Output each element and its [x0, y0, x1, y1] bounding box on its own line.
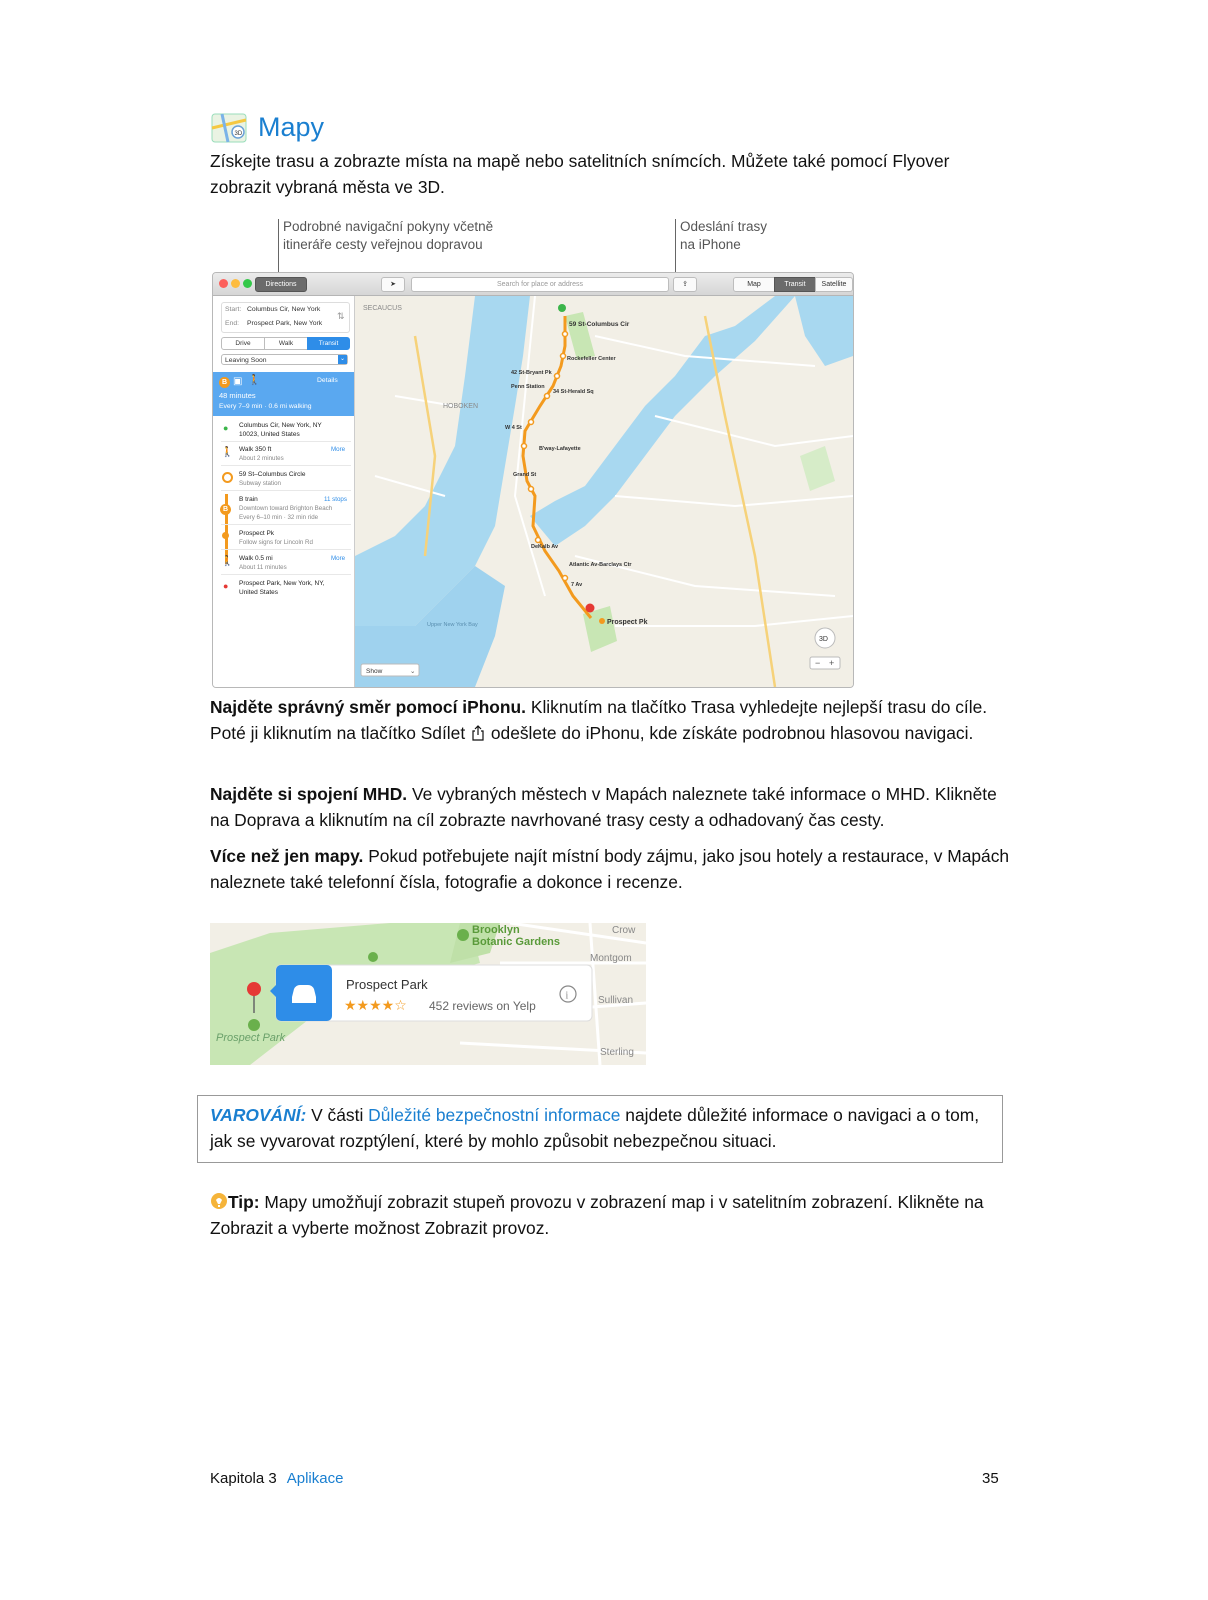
- details-link[interactable]: Details: [317, 377, 338, 384]
- rating-stars-icon: ★★★★☆: [344, 998, 407, 1014]
- label-secaucus: SECAUCUS: [363, 305, 402, 312]
- divider: [221, 574, 351, 575]
- label-grand: Grand St: [513, 472, 537, 478]
- park-poi-icon: [368, 952, 378, 962]
- chevron-down-icon: ⌄: [339, 356, 346, 362]
- label-atlantic: Atlantic Av-Barclays Ctr: [569, 562, 632, 568]
- section-iphone-text1: Kliknutím na tlačítko Trasa vyhledejte nejlepší trasu do cíle. Poté ji kliknutím na tlačítko Sdílet: [210, 697, 988, 743]
- section-more: [210, 843, 1010, 895]
- step-7-title: Prospect Park, New York, NY,: [239, 580, 325, 587]
- label-dekalb: DeKalb Av: [531, 544, 559, 550]
- divider: [221, 549, 351, 550]
- label-42st: 42 St-Bryant Pk: [511, 370, 552, 376]
- label-montgom: Montgom: [590, 953, 632, 964]
- step-7-sub: United States: [239, 589, 279, 596]
- label-broadway-lafayette: B'way-Lafayette: [539, 446, 581, 452]
- callout-share-line2: na iPhone: [680, 237, 741, 252]
- divider: [221, 441, 351, 442]
- 3d-button[interactable]: [815, 628, 835, 648]
- section-transit: [210, 781, 1010, 833]
- callout-line-share: [675, 219, 676, 273]
- warning-post: najdete důležité informace o navigaci a o tom, jak se vyvarovat rozptýlení, které by mohlo způsobit nebezpečnou situaci.: [210, 1105, 980, 1151]
- station-dot-icon: [599, 618, 605, 624]
- label-brooklyn: Brooklyn: [472, 924, 520, 936]
- destination-pin-icon: [586, 604, 595, 613]
- show-menu[interactable]: [361, 664, 419, 676]
- station-dot-icon: [222, 472, 233, 483]
- step-6-title: Walk 0.5 mi: [239, 555, 273, 562]
- label-herald: 34 St-Herald Sq: [553, 389, 594, 395]
- start-pin-icon: ●: [223, 423, 229, 433]
- svg-text:3D: 3D: [234, 131, 243, 137]
- start-pin-icon: [558, 304, 566, 312]
- section-transit-heading: Najděte si spojení MHD.: [210, 784, 408, 804]
- label-penn: Penn Station: [511, 384, 545, 390]
- route-duration: 48 minutes: [219, 391, 256, 400]
- route-card-selected[interactable]: [213, 372, 354, 416]
- warning-pre: V části: [306, 1105, 369, 1125]
- section-more-heading: Více než jen mapy.: [210, 846, 364, 866]
- step-5-sub: Follow signs for Lincoln Rd: [239, 539, 313, 546]
- walking-icon: 🚶: [221, 556, 234, 567]
- chapter-label: Kapitola 3: [210, 1470, 277, 1487]
- leaving-value: Leaving Soon: [225, 357, 267, 364]
- car-icon: [292, 985, 316, 1003]
- zoom-controls[interactable]: [810, 657, 840, 669]
- callout-directions-line2: itineráře cesty veřejnou dopravou: [283, 237, 483, 252]
- step-4-sub: Downtown toward Brighton Beach: [239, 505, 333, 512]
- section-transit-text: Ve vybraných městech v Mapách naleznete také informace o MHD. Klikněte na Doprava a kliknutím na cíl zobrazte navrhované trasy cesty a odhadovaný čas cesty.: [210, 784, 997, 830]
- label-crow: Crow: [612, 925, 636, 936]
- warning-text: [210, 1102, 990, 1154]
- tip-label: Tip:: [228, 1192, 260, 1212]
- window-toolbar: [213, 273, 853, 296]
- step-5-title: Prospect Pk: [239, 530, 275, 537]
- divider: [221, 465, 351, 466]
- swap-icon[interactable]: ⇅: [337, 311, 345, 321]
- station-dot-icon: [222, 532, 229, 539]
- info-icon[interactable]: i: [565, 990, 569, 1002]
- footer-chapter: [210, 1470, 343, 1487]
- minimize-window-button[interactable]: [231, 279, 240, 288]
- section-iphone: [210, 694, 990, 746]
- map-view[interactable]: [355, 296, 853, 687]
- step-1-title: Columbus Cir, New York, NY: [239, 422, 322, 429]
- tab-transit[interactable]: Transit: [774, 277, 816, 292]
- label-sullivan: Sullivan: [598, 995, 634, 1006]
- label-7av: 7 Av: [571, 582, 583, 588]
- step-4-title: B train: [239, 496, 258, 503]
- destination-pin-icon: [247, 982, 261, 996]
- start-field[interactable]: Columbus Cir, New York: [247, 306, 321, 313]
- end-label: End:: [225, 320, 239, 327]
- label-columbus: 59 St-Columbus Cir: [569, 321, 630, 328]
- place-name: Prospect Park: [346, 977, 428, 992]
- safety-info-link[interactable]: Důležité bezpečnostní informace: [368, 1105, 621, 1125]
- step-2-title: Walk 350 ft: [239, 446, 272, 453]
- show-menu-label: Show: [366, 668, 383, 675]
- walking-icon: 🚶: [221, 447, 234, 458]
- zoom-out-icon[interactable]: −: [815, 658, 821, 668]
- subway-icon: ▣: [233, 376, 243, 387]
- directions-sidebar: [213, 296, 355, 687]
- page-number: 35: [982, 1470, 999, 1487]
- end-field[interactable]: Prospect Park, New York: [247, 320, 323, 327]
- zoom-window-button[interactable]: [243, 279, 252, 288]
- walking-icon: 🚶: [248, 375, 261, 386]
- directions-button[interactable]: Directions: [255, 277, 307, 292]
- section-iphone-text2: odešlete do iPhonu, kde získáte podrobnou hlasovou navigaci.: [486, 723, 974, 743]
- place-callout[interactable]: [270, 965, 592, 1021]
- tab-satellite[interactable]: Satellite: [815, 277, 853, 292]
- warning-label: VAROVÁNÍ:: [210, 1105, 307, 1125]
- divider: [221, 490, 351, 491]
- mode-walk[interactable]: Walk: [264, 337, 308, 350]
- label-sterling: Sterling: [600, 1047, 634, 1058]
- callout-directions: [283, 218, 603, 254]
- mode-transit[interactable]: Transit: [307, 337, 350, 350]
- search-input[interactable]: Search for place or address: [411, 277, 669, 292]
- garden-icon: [457, 929, 469, 941]
- callout-line-directions: [278, 219, 279, 273]
- step-3-sub: Subway station: [239, 480, 281, 487]
- label-upper-bay: Upper New York Bay: [427, 622, 478, 628]
- tip-text: Mapy umožňují zobrazit stupeň provozu v zobrazení map i v satelitním zobrazení. Klikněte na Zobrazit a vyberte možnost Zobrazit provoz.: [210, 1192, 984, 1238]
- leaving-select[interactable]: [221, 354, 348, 365]
- location-arrow-icon[interactable]: ➤: [381, 277, 405, 292]
- tab-map[interactable]: Map: [733, 277, 775, 292]
- reviews-count: 452 reviews on Yelp: [429, 999, 536, 1013]
- label-w4: W 4 St: [505, 425, 522, 431]
- step-6-sub: About 11 minutes: [239, 564, 287, 571]
- park-poi-icon: [248, 1019, 260, 1031]
- step-2-more-link[interactable]: More: [331, 446, 346, 453]
- b-train-badge-icon: B: [220, 504, 231, 515]
- callout-share: [680, 218, 880, 254]
- tip-paragraph: [210, 1189, 1010, 1241]
- step-1-sub: 10023, United States: [239, 431, 300, 438]
- mode-drive[interactable]: Drive: [221, 337, 265, 350]
- callout-directions-line1: Podrobné navigační pokyny včetně: [283, 219, 494, 234]
- intro-paragraph: Získejte trasu a zobrazte místa na mapě nebo satelitních snímcích. Můžete také pomocí Flyover zobrazit vybraná města ve 3D.: [210, 151, 950, 197]
- step-3-title: 59 St–Columbus Circle: [239, 471, 306, 478]
- section-more-text: Pokud potřebujete najít místní body zájmu, jako jsou hotely a restaurace, v Mapách naleznete také telefonní čísla, fotografie a dokonce i recenze.: [210, 846, 1010, 892]
- maps-window-screenshot: [212, 272, 854, 688]
- share-button[interactable]: ⇪: [673, 277, 697, 292]
- step-2-sub: About 2 minutes: [239, 455, 284, 462]
- step-4-stops-link[interactable]: 11 stops: [324, 496, 347, 503]
- b-train-badge-icon: B: [219, 377, 230, 388]
- label-botanic: Botanic Gardens: [472, 936, 561, 948]
- lightbulb-icon: [210, 1193, 228, 1211]
- step-4-sub2: Every 6–10 min · 32 min ride: [239, 514, 319, 521]
- end-pin-icon: ●: [223, 581, 229, 591]
- callout-share-line1: Odeslání trasy: [680, 219, 768, 234]
- maps-app-icon: [210, 110, 250, 146]
- place-card-screenshot: [210, 923, 646, 1065]
- divider: [221, 524, 351, 525]
- zoom-in-icon[interactable]: +: [829, 658, 835, 668]
- label-hoboken: HOBOKEN: [443, 403, 479, 410]
- share-icon: [470, 725, 486, 741]
- label-prospect-park: Prospect Park: [216, 1032, 286, 1044]
- section-iphone-heading: Najděte správný směr pomocí iPhonu.: [210, 697, 527, 717]
- page-title: Mapy: [258, 112, 325, 142]
- label-prospect-pk: Prospect Pk: [607, 619, 648, 626]
- label-rockefeller: Rockefeller Center: [567, 356, 616, 362]
- 3d-button-label: 3D: [819, 636, 828, 643]
- chapter-link[interactable]: Aplikace: [286, 1470, 344, 1487]
- route-summary: Every 7–9 min · 0.6 mi walking: [219, 403, 312, 410]
- close-window-button[interactable]: [219, 279, 228, 288]
- step-6-more-link[interactable]: More: [331, 555, 346, 562]
- start-label: Start:: [225, 306, 242, 313]
- warning-box: [197, 1095, 1003, 1163]
- chevron-down-icon: ⌄: [410, 668, 416, 675]
